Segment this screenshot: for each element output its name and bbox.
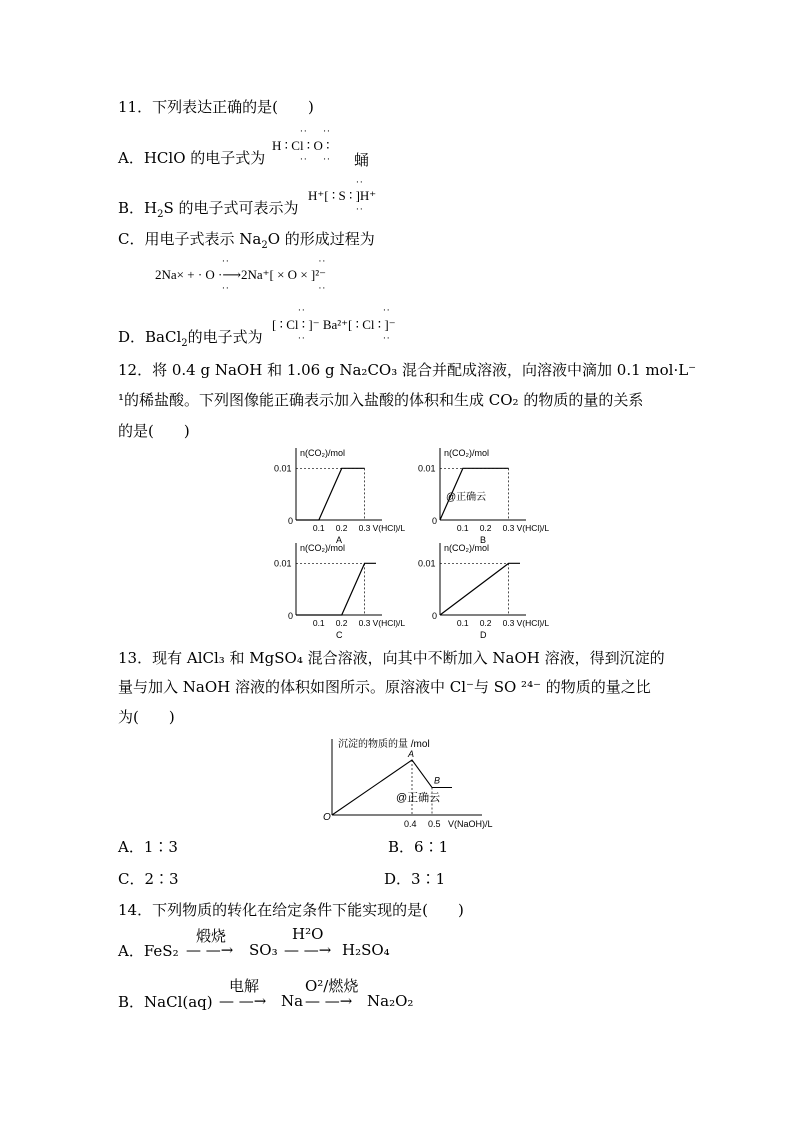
- q12-chart-a-ytick: 0.01: [274, 463, 292, 474]
- q13-option-d: D．3∶1: [384, 870, 446, 888]
- q11-option-a-text: A．HClO 的电子式为: [118, 149, 266, 167]
- q12-chart-b-ylabel: n(CO₂)/mol: [444, 448, 489, 458]
- q13-option-c: C．2∶3: [118, 870, 179, 888]
- q13-xlabel: V(NaOH)/L: [448, 819, 493, 829]
- q11-stem: 11．下列表达正确的是( ): [118, 98, 314, 116]
- q11-c-dots-top: ·· ··: [222, 257, 327, 267]
- q12-chart-b-xtick-1: 0.1: [456, 523, 469, 533]
- q12-chart-b-ytick: 0.01: [418, 463, 436, 474]
- q13-stem-line1: 13．现有 AlCl₃ 和 MgSO₄ 混合溶液，向其中不断加入 NaOH 溶液，得到沉淀的: [118, 649, 665, 667]
- q12-chart-c-label: C: [336, 630, 343, 638]
- q12-chart-a-label: A: [336, 535, 343, 545]
- q11-d-dots-bottom: ·· ··: [298, 334, 391, 344]
- q11-c-dots-bottom: ·· ··: [222, 284, 327, 294]
- q11-c-formula: 2Na× + · O ·⟶2Na⁺[ × O × ]²⁻: [155, 267, 326, 282]
- q14-stem: 14．下列物质的转化在给定条件下能实现的是( ): [118, 901, 464, 919]
- q12-chart-d-ytick: 0.01: [418, 558, 436, 569]
- q12-chart-b-watermark: @正确云: [446, 492, 487, 503]
- q12-chart-b-origin: 0: [432, 516, 438, 526]
- q11-a-dots-bottom: ·· ··: [300, 155, 331, 165]
- q12-chart-c-xtick-1: 0.1: [312, 618, 325, 628]
- q11-a-tail: 蛹: [354, 151, 370, 169]
- q12-chart-c-origin: 0: [288, 611, 294, 621]
- q12-chart-a-series-line: [296, 468, 365, 520]
- q14-b-mid: Na: [281, 992, 304, 1010]
- q12-chart-d-series-line: [440, 563, 520, 615]
- q13-point-b: B: [434, 775, 441, 786]
- q13-option-a: A．1∶3: [118, 838, 178, 856]
- q12-chart-a-ylabel: n(CO₂)/mol: [300, 448, 345, 458]
- q11-option-d: D．BaCl$_2$的电子式为: [118, 328, 263, 349]
- q13-chart: [320, 735, 520, 830]
- q14-a-label: A．FeS₂: [118, 942, 179, 960]
- q11-d-dots-top: ·· ··: [298, 306, 391, 316]
- q12-chart-a-xlabel: V(HCl)/L: [372, 523, 406, 533]
- q12-chart-c-xtick-2: 0.2: [335, 618, 348, 628]
- q12-stem-line3: 的是( ): [118, 422, 190, 440]
- q12-chart-d-xtick-2: 0.2: [479, 618, 492, 628]
- q12-chart-c-series-line: [296, 563, 376, 615]
- q12-charts: [270, 448, 560, 638]
- q12-chart-d-xtick-3: 0.3: [502, 618, 515, 628]
- q11-b-dots-top: ··: [356, 178, 364, 188]
- q12-chart-c-xlabel: V(HCl)/L: [372, 618, 406, 628]
- q12-chart-c-ytick: 0.01: [274, 558, 292, 569]
- q12-chart-d-ylabel: n(CO₂)/mol: [444, 543, 489, 553]
- q14-a-arrow1: — —→: [186, 941, 234, 959]
- q12-chart-a-xtick-2: 0.2: [335, 523, 348, 533]
- q11-a-dots-top: ·· ··: [300, 127, 331, 137]
- q11-d-formula: [ ∶ Cl ∶ ]⁻ Ba²⁺[ ∶ Cl ∶ ]⁻: [272, 317, 396, 332]
- q11-b-formula: H⁺[ ∶ S ∶ ]H⁺: [308, 188, 377, 203]
- q14-b-cond1: 电解: [229, 977, 260, 995]
- q13-ylabel: 沉淀的物质的量 /mol: [338, 739, 430, 750]
- q14-a-cond1: 煅烧: [196, 927, 227, 945]
- q12-chart-d-origin: 0: [432, 611, 438, 621]
- q13-xtick-2: 0.5: [428, 819, 441, 829]
- q12-chart-a-xtick-1: 0.1: [312, 523, 325, 533]
- q14-a-mid: SO₃: [249, 941, 278, 959]
- q13-point-a: A: [408, 749, 415, 759]
- q12-chart-a-origin: 0: [288, 516, 294, 526]
- q14-b-label: B．NaCl(aq): [118, 993, 213, 1011]
- q12-stem-line2: ¹的稀盐酸。下列图像能正确表示加入盐酸的体积和生成 CO₂ 的物质的量的关系: [118, 391, 644, 409]
- q12-chart-c-ylabel: n(CO₂)/mol: [300, 543, 345, 553]
- q12-chart-a-xtick-3: 0.3: [358, 523, 371, 533]
- q13-stem-line2: 量与加入 NaOH 溶液的体积如图所示。原溶液中 Cl⁻与 SO ²⁴⁻ 的物质的量之比: [118, 678, 651, 696]
- q13-stem-line3: 为( ): [118, 708, 175, 726]
- q13-xtick-1: 0.4: [404, 819, 417, 829]
- q12-chart-d-xtick-1: 0.1: [456, 618, 469, 628]
- q11-option-c: C．用电子式表示 $Na_2O$ 的形成过程为: [118, 230, 375, 251]
- q12-chart-d-label: D: [480, 630, 487, 638]
- q12-chart-b-xtick-2: 0.2: [479, 523, 492, 533]
- q14-b-cond2: O²/燃烧: [305, 977, 359, 995]
- q12-chart-b-label: B: [480, 535, 487, 545]
- q12-chart-b-xlabel: V(HCl)/L: [516, 523, 550, 533]
- q11-a-formula: H ∶ Cl ∶ O ∶: [272, 138, 330, 153]
- q13-option-b: B．6∶1: [388, 838, 449, 856]
- q14-a-arrow2: — —→: [284, 941, 332, 959]
- q11-option-b: B．$H_2S$ 的电子式可表示为: [118, 199, 299, 220]
- q13-origin: O: [323, 812, 331, 823]
- q12-chart-c-xtick-3: 0.3: [358, 618, 371, 628]
- q14-b-arrow1: — —→: [219, 992, 267, 1010]
- q11-b-dots-bottom: ··: [356, 205, 364, 215]
- q13-watermark: @正确云: [396, 792, 441, 804]
- q12-chart-b-xtick-3: 0.3: [502, 523, 515, 533]
- q14-b-arrow2: — —→: [305, 992, 353, 1010]
- q14-a-cond2: H²O: [292, 925, 324, 943]
- q14-a-end: H₂SO₄: [342, 941, 390, 959]
- q12-chart-d-xlabel: V(HCl)/L: [516, 618, 550, 628]
- q14-b-end: Na₂O₂: [367, 992, 414, 1010]
- q13-series-line: [332, 760, 452, 815]
- q12-stem-line1: 12．将 0.4 g NaOH 和 1.06 g Na₂CO₃ 混合并配成溶液，向溶液中滴加 0.1 mol·L⁻: [118, 361, 697, 379]
